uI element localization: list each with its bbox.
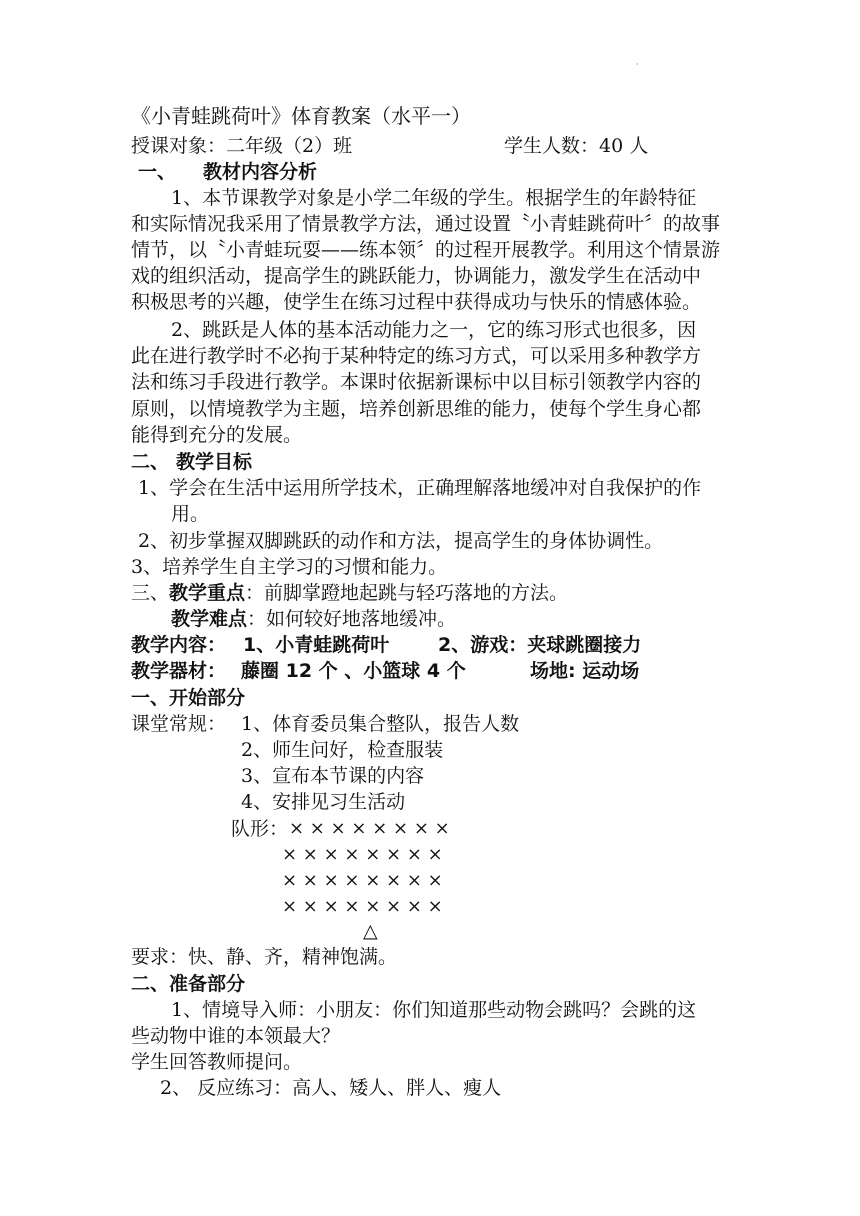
- section1-number: 一、: [138, 161, 177, 183]
- paragraph2-line: 法和练习手段进行教学。本课时依据新课标中以目标引领教学内容的: [131, 371, 702, 393]
- teaching-target: 授课对象：二年级（2）班: [131, 135, 353, 157]
- routine-item: 2、师生问好，检查服装: [241, 739, 444, 761]
- venue: 场地: 运动场: [530, 660, 640, 682]
- difficulty-text: ：如何较好地落地缓冲。: [247, 608, 457, 630]
- paragraph1-line: 积极思考的兴趣，使学生在练习过程中获得成功与快乐的情感体验。: [131, 291, 702, 313]
- goal-1-continued: 用。: [171, 503, 210, 525]
- key-point-label: 教学重点: [169, 582, 246, 604]
- section1-heading: 教材内容分析: [203, 161, 318, 183]
- intro-line-continued: 些动物中谁的本领最大？: [131, 1025, 341, 1047]
- paragraph1-line: 情节，以〝小青蛙玩耍——练本领〞的过程开展教学。利用这个情景游: [131, 239, 721, 261]
- corner-mark: ·: [636, 60, 639, 69]
- content-item-1: 1、小青蛙跳荷叶: [243, 634, 390, 656]
- difficulty-line: [171, 607, 456, 631]
- reaction-practice: 2、 反应练习：高人、矮人、胖人、瘦人: [160, 1077, 502, 1099]
- paragraph1-line: 和实际情况我采用了情景教学方法，通过设置〝小青蛙跳荷叶〞的故事: [131, 213, 721, 235]
- formation-row: × × × × × × × ×: [289, 818, 450, 839]
- goal-2: 2、初步掌握双脚跳跃的动作和方法，提高学生的身体协调性。: [138, 530, 664, 552]
- section2-heading: 教学目标: [176, 451, 253, 473]
- section2-number: 二、: [131, 451, 170, 473]
- goal-1: 1、学会在生活中运用所学技术，正确理解落地缓冲对自我保护的作: [138, 477, 702, 499]
- formation-label: 队形：: [231, 818, 289, 840]
- formation-row: × × × × × × × ×: [282, 844, 443, 865]
- intro-line: 1、情境导入师：小朋友：你们知道那些动物会跳吗？会跳的这: [171, 999, 697, 1021]
- routine-item: 4、安排见习生活动: [241, 791, 406, 813]
- content-label: 教学内容：: [131, 634, 227, 656]
- paragraph2-line: 原则，以情境教学为主题，培养创新思维的能力，使每个学生身心都: [131, 398, 702, 420]
- student-count: 学生人数：40 人: [504, 135, 649, 157]
- equipment-item: 藤圈 12 个 、小篮球 4 个: [241, 660, 466, 682]
- teacher-position-marker: △: [363, 920, 378, 942]
- content-item-2: 2、游戏：夹球跳圈接力: [438, 634, 642, 656]
- key-point-text: ：前脚掌蹬地起跳与轻巧落地的方法。: [245, 582, 569, 604]
- formation-row: × × × × × × × ×: [282, 870, 443, 891]
- part1-heading: 一、开始部分: [131, 687, 246, 709]
- formation-row: × × × × × × × ×: [282, 896, 443, 917]
- routine-item: 1、体育委员集合整队，报告人数: [241, 713, 520, 735]
- equipment-label: 教学器材：: [131, 660, 227, 682]
- section3-number: 三、: [131, 582, 170, 604]
- routine-item: 3、宣布本节课的内容: [241, 765, 425, 787]
- paragraph2-line: 能得到充分的发展。: [131, 424, 303, 446]
- key-point-line: [131, 581, 568, 605]
- part2-heading: 二、准备部分: [131, 973, 246, 995]
- paragraph2-line: 此在进行教学时不必拘于某种特定的练习方式，可以采用多种教学方: [131, 345, 702, 367]
- paragraph1-line: 1、本节课教学对象是小学二年级的学生。根据学生的年龄特征: [171, 187, 697, 209]
- student-answer: 学生回答教师提问。: [131, 1051, 303, 1073]
- paragraph1-line: 戏的组织活动，提高学生的跳跃能力，协调能力，激发学生在活动中: [131, 265, 702, 287]
- paragraph2-line: 2、跳跃是人体的基本活动能力之一，它的练习形式也很多，因: [171, 319, 697, 341]
- routine-label: 课堂常规：: [131, 713, 227, 735]
- difficulty-label: 教学难点: [171, 608, 248, 630]
- requirement: 要求：快、静、齐，精神饱满。: [131, 946, 398, 968]
- document-title: 《小青蛙跳荷叶》体育教案（水平一）: [131, 104, 471, 128]
- goal-3: 3、培养学生自主学习的习惯和能力。: [131, 556, 448, 578]
